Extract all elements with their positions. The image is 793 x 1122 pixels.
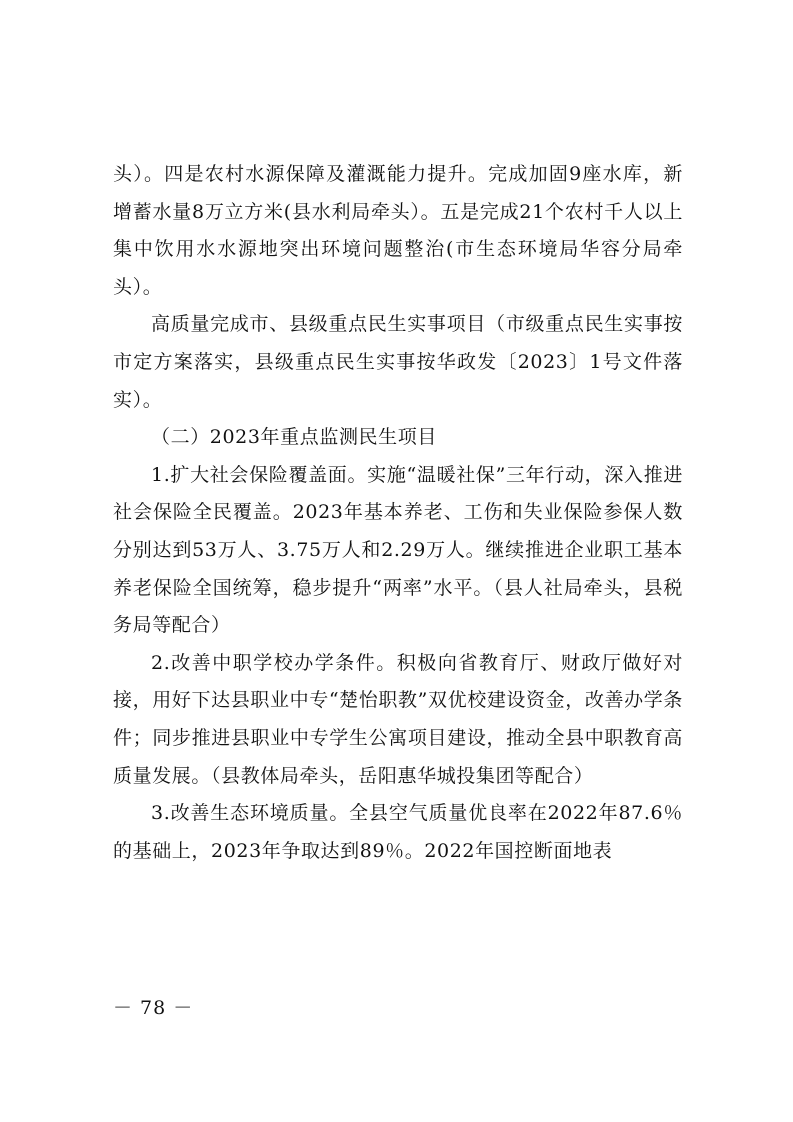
paragraph-continuation: 头）。四是农村水源保障及灌溉能力提升。完成加固9座水库，新增蓄水量8万立方米(县水利局牵头）。五是完成21个农村千人以上集中饮用水水源地突出环境问题整治(市生态环境局华容分局牵头）。 [113, 163, 683, 298]
paragraph-ecological-environment: 3.改善生态环境质量。全县空气质量优良率在2022年87.6％的基础上，2023年争取达到89％。2022年国控断面地表 [113, 802, 683, 862]
page-number: － 78 － [113, 997, 194, 1019]
section-heading: （二）2023年重点监测民生项目 [151, 426, 437, 449]
document-body [113, 156, 683, 870]
paragraph-vocational-schools: 2.改善中职学校办学条件。积极向省教育厅、财政厅做好对接，用好下达县职业中专“楚怡职教”双优校建设资金，改善办学条件；同步推进县职业中专学生公寓项目建设，推动全县中职教育高质量发展。（县教体局牵头，岳阳惠华城投集团等配合） [113, 651, 683, 787]
paragraph-key-projects: 高质量完成市、县级重点民生实事项目（市级重点民生实事按市定方案落实，县级重点民生实事按华政发〔2023〕1号文件落实）。 [113, 313, 683, 411]
paragraph-social-insurance: 1.扩大社会保险覆盖面。实施“温暖社保”三年行动，深入推进社会保险全民覆盖。2023年基本养老、工伤和失业保险参保人数分别达到53万人、3.75万人和2.29万人。继续推进企业职工基本养老保险全国统筹，稳步提升“两率”水平。（县人社局牵头，县税务局等配合） [113, 463, 683, 637]
